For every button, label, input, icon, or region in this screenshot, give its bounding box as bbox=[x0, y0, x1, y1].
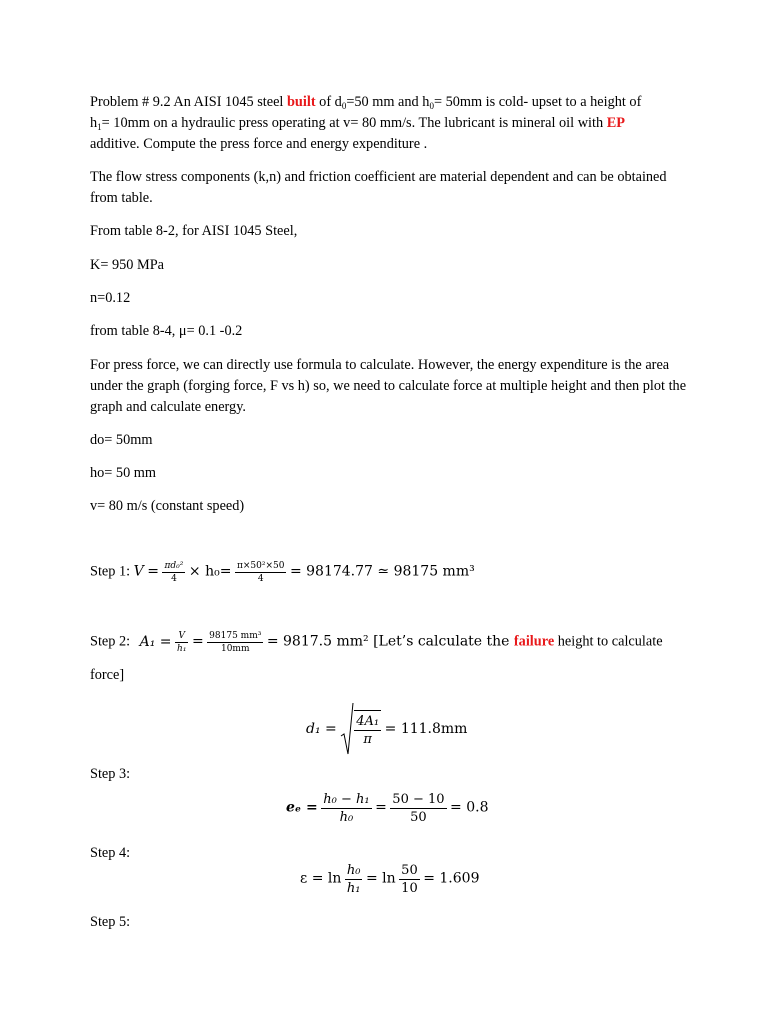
problem-text-3: = 50mm is cold- upset to a height of bbox=[433, 94, 642, 110]
press-force-paragraph: For press force, we can directly use formula to calculate. However, the energy expenditure is the area under the graph (forging force, F vs h) so, we need to calculate force at multiple height and then plot the graph and calculate energy. bbox=[90, 357, 687, 415]
step-2-tail: height to calculate bbox=[554, 633, 663, 650]
k-value: K= 950 MPa bbox=[90, 257, 164, 273]
step-3-equation bbox=[286, 791, 489, 826]
table-8-2-line: From table 8-2, for AISI 1045 Steel, bbox=[90, 223, 298, 239]
step-4-label: Step 4: bbox=[90, 845, 131, 861]
ho-value: ho= 50 mm bbox=[90, 465, 157, 481]
equals: = bbox=[375, 799, 387, 816]
denominator: h₁ bbox=[177, 644, 187, 654]
step-4-equation bbox=[300, 862, 479, 897]
fraction bbox=[354, 713, 381, 748]
v-value: v= 80 m/s (constant speed) bbox=[90, 498, 245, 514]
step-1-equation bbox=[90, 560, 475, 585]
numerator: 4A₁ bbox=[356, 714, 380, 729]
subscript: 0 bbox=[341, 101, 347, 111]
problem-text-4: = 10mm on a hydraulic press operating at v= 80 mm/s. The lubricant is mineral oil with bbox=[101, 115, 607, 131]
engineering-strain-symbol: eₑ = bbox=[286, 799, 318, 816]
fraction bbox=[345, 862, 363, 897]
problem-text-h: h bbox=[90, 115, 98, 131]
denominator: 4 bbox=[257, 574, 264, 584]
numerator: h₀ − h₁ bbox=[323, 792, 370, 807]
mu-value: from table 8-4, μ= 0.1 -0.2 bbox=[90, 323, 243, 339]
step-2-continuation: force] bbox=[90, 667, 125, 683]
problem-text-5: additive. Compute the press force and energy expenditure . bbox=[90, 136, 428, 152]
problem-text-2: =50 mm and h bbox=[346, 94, 430, 110]
area-symbol: A₁ = bbox=[139, 633, 172, 650]
numerator: πd₀² bbox=[164, 561, 184, 571]
diameter-symbol: d₁ = bbox=[306, 721, 337, 737]
denominator: π bbox=[363, 732, 372, 747]
denominator: 50 bbox=[410, 810, 427, 825]
volume-symbol: V bbox=[133, 563, 144, 580]
highlight-failure: failure bbox=[513, 633, 555, 650]
denominator: 4 bbox=[171, 574, 177, 584]
fraction bbox=[321, 791, 371, 826]
problem-text-lead: Problem # 9.2 An AISI 1045 steel bbox=[90, 94, 287, 110]
do-value: do= 50mm bbox=[90, 432, 153, 448]
area-result: = 9817.5 mm² [Let’s calculate the bbox=[266, 633, 514, 650]
denominator: h₀ bbox=[339, 810, 354, 825]
problem-statement bbox=[90, 92, 690, 155]
fraction bbox=[390, 791, 446, 826]
fraction bbox=[399, 862, 420, 897]
radical-sign-icon bbox=[340, 702, 354, 756]
step-2-label: Step 2: bbox=[90, 633, 131, 650]
step-5-label: Step 5: bbox=[90, 914, 131, 930]
diameter-equation bbox=[306, 702, 467, 756]
fraction bbox=[175, 630, 188, 655]
flow-stress-paragraph: The flow stress components (k,n) and friction coefficient are material dependent and can be obtained from table. bbox=[90, 169, 667, 206]
numerator: 50 − 10 bbox=[392, 792, 445, 807]
denominator: h₁ bbox=[346, 881, 361, 896]
problem-text-1: of d bbox=[315, 94, 342, 110]
step-1-label: Step 1: bbox=[90, 563, 131, 580]
numerator: V bbox=[175, 630, 188, 643]
numerator: 50 bbox=[401, 863, 418, 878]
highlight-ep: EP bbox=[606, 115, 625, 131]
numerator: h₀ bbox=[346, 863, 361, 878]
volume-result: = 98174.77 ≃ 98175 mm³ bbox=[289, 563, 475, 580]
equals: = bbox=[191, 633, 204, 650]
true-strain-result: = 1.609 bbox=[423, 870, 480, 887]
fraction bbox=[207, 630, 263, 655]
true-strain-symbol: ε = ln bbox=[300, 870, 342, 887]
denominator: 10 bbox=[401, 881, 418, 896]
engineering-strain-result: = 0.8 bbox=[450, 799, 489, 816]
diameter-result: = 111.8mm bbox=[384, 721, 468, 737]
n-value: n=0.12 bbox=[90, 290, 131, 306]
fraction bbox=[235, 560, 287, 585]
step-2-equation bbox=[90, 630, 663, 655]
square-root bbox=[340, 702, 381, 756]
numerator: π×50²×50 bbox=[236, 561, 285, 571]
denominator: 10mm bbox=[220, 644, 250, 654]
subscript: 0 bbox=[429, 101, 434, 111]
equals: = bbox=[147, 563, 159, 580]
times-h0: × h₀= bbox=[188, 563, 232, 580]
subscript: 1 bbox=[97, 122, 102, 132]
step-3-label: Step 3: bbox=[90, 766, 131, 782]
numerator: 98175 mm³ bbox=[209, 631, 262, 641]
equals-ln: = ln bbox=[365, 870, 396, 887]
highlight-built: built bbox=[286, 94, 316, 110]
fraction bbox=[162, 560, 185, 585]
